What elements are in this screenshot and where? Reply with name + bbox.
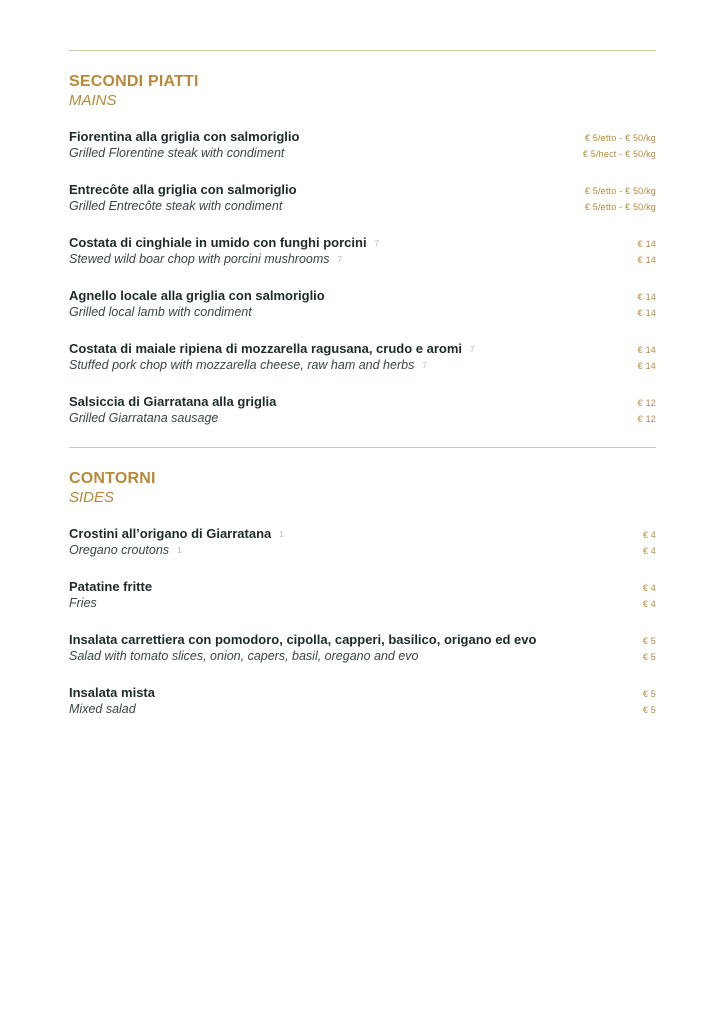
dish-name-italian	[69, 579, 152, 595]
price-english: € 5	[642, 705, 656, 715]
dish-name-english	[69, 648, 419, 664]
price-english: € 14	[637, 255, 656, 265]
allergen-code: 7	[470, 345, 475, 354]
dish-name-english	[69, 145, 284, 161]
section-subtitle: MAINS	[69, 92, 117, 109]
dish-name-english	[69, 198, 282, 214]
menu-item	[69, 632, 656, 685]
allergen-code: 1	[279, 530, 284, 539]
menu-item	[69, 182, 656, 235]
dish-name-english-text: Stewed wild boar chop with porcini mushrooms	[69, 252, 330, 266]
dish-name-italian	[69, 526, 284, 543]
dish-name-italian-text: Salsiccia di Giarratana alla griglia	[69, 394, 277, 409]
dish-name-italian	[69, 288, 325, 304]
divider	[69, 447, 656, 448]
dish-name-english-text: Grilled Florentine steak with condiment	[69, 146, 285, 160]
price-italian: € 12	[637, 398, 656, 408]
dish-name-italian	[69, 632, 536, 648]
dish-name-italian-text: Patatine fritte	[69, 579, 153, 594]
price-italian: € 4	[642, 530, 656, 540]
price-italian: € 14	[637, 239, 656, 249]
price-italian: € 5	[642, 636, 656, 646]
section-title: SECONDI PIATTI	[69, 73, 199, 90]
price-italian: € 5/etto - € 50/kg	[584, 186, 656, 196]
dish-name-english	[69, 357, 427, 374]
price-english: € 4	[642, 599, 656, 609]
section-sides	[69, 447, 656, 738]
menu-item	[69, 579, 656, 632]
price-italian: € 5	[642, 689, 656, 699]
price-italian: € 14	[637, 292, 656, 302]
dish-name-english-text: Mixed salad	[69, 702, 136, 716]
price-italian: € 5/etto - € 50/kg	[584, 133, 656, 143]
section-mains	[69, 50, 656, 447]
allergen-code: 7	[422, 361, 427, 370]
menu-item	[69, 129, 656, 182]
price-english: € 5/hect - € 50/kg	[582, 149, 656, 159]
price-english: € 14	[637, 308, 656, 318]
menu-item	[69, 685, 656, 738]
dish-name-english-text: Grilled local lamb with condiment	[69, 305, 252, 319]
dish-name-english-text: Oregano croutons	[69, 543, 170, 557]
menu-item	[69, 526, 656, 579]
menu-items-list	[69, 526, 656, 738]
divider	[69, 50, 656, 51]
dish-name-english	[69, 595, 97, 611]
price-english: € 4	[642, 546, 656, 556]
dish-name-english	[69, 542, 182, 559]
section-subtitle: SIDES	[69, 489, 115, 506]
dish-name-italian-text: Crostini all’origano di Giarratana	[69, 526, 272, 541]
dish-name-english	[69, 701, 136, 717]
dish-name-italian-text: Agnello locale alla griglia con salmoriglio	[69, 288, 325, 303]
menu-item	[69, 341, 656, 394]
allergen-code: 7	[374, 239, 380, 248]
dish-name-italian	[69, 182, 297, 198]
dish-name-italian	[69, 394, 276, 410]
allergen-code: 7	[337, 255, 342, 264]
dish-name-italian-text: Insalata carrettiera con pomodoro, cipolla, capperi, basilico, origano ed evo	[69, 632, 537, 647]
allergen-code: 1	[177, 546, 182, 555]
dish-name-italian	[69, 685, 155, 701]
dish-name-italian-text: Insalata mista	[69, 685, 155, 700]
price-italian: € 14	[637, 345, 656, 355]
dish-name-english-text: Stuffed pork chop with mozzarella cheese, raw ham and herbs	[69, 358, 415, 372]
menu-item	[69, 235, 656, 288]
section-title: CONTORNI	[69, 470, 156, 487]
dish-name-english-text: Grilled Entrecôte steak with condiment	[69, 199, 283, 213]
price-english: € 14	[637, 361, 656, 371]
dish-name-english-text: Salad with tomato slices, onion, capers, basil, oregano and evo	[69, 649, 419, 663]
price-english: € 5/etto - € 50/kg	[584, 202, 656, 212]
dish-name-italian	[69, 341, 474, 358]
price-english: € 12	[637, 414, 656, 424]
menu-items-list	[69, 129, 656, 447]
dish-name-english	[69, 251, 342, 268]
menu-item	[69, 394, 656, 447]
dish-name-english-text: Fries	[69, 596, 97, 610]
price-italian: € 4	[642, 583, 656, 593]
dish-name-italian-text: Entrecôte alla griglia con salmoriglio	[69, 182, 297, 197]
dish-name-italian-text: Fiorentina alla griglia con salmoriglio	[69, 129, 300, 144]
dish-name-english	[69, 304, 252, 320]
price-english: € 5	[642, 652, 656, 662]
dish-name-italian-text: Costata di maiale ripiena di mozzarella ragusana, crudo e aromi	[69, 341, 463, 356]
dish-name-english-text: Grilled Giarratana sausage	[69, 411, 219, 425]
dish-name-italian	[69, 129, 299, 145]
dish-name-italian-text: Costata di cinghiale in umido con funghi porcini	[69, 235, 367, 250]
dish-name-italian	[69, 235, 379, 252]
menu-item	[69, 288, 656, 341]
dish-name-english	[69, 410, 218, 426]
